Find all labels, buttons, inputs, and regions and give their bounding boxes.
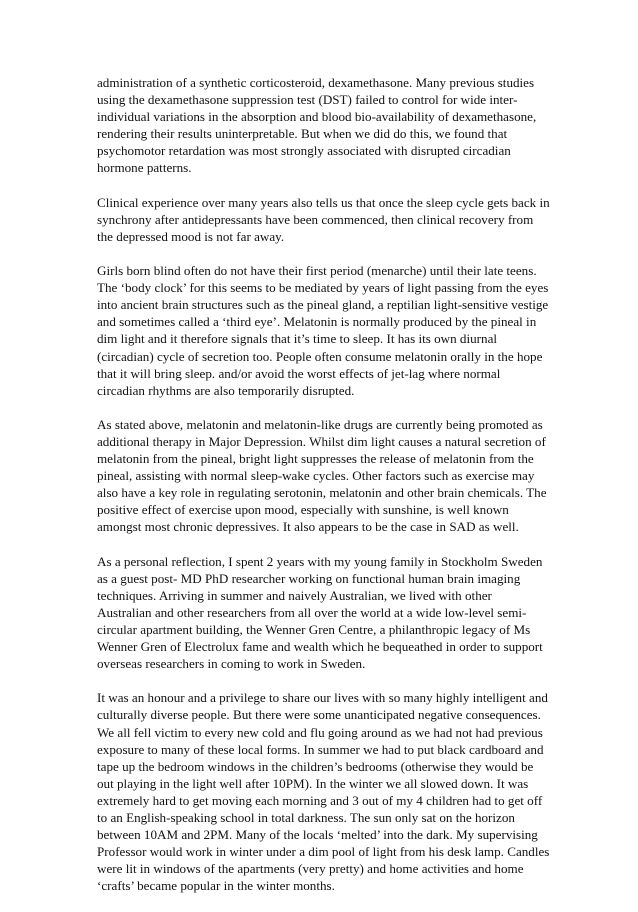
text-line: Australian and other researchers from all over the world at a wide low-level semi- — [97, 604, 527, 620]
text-line: Wenner Gren of Electrolux fame and wealth which he bequeathed in order to support — [97, 639, 543, 655]
text-line: tape up the bedroom windows in the children’s bedrooms (otherwise they would be — [97, 758, 534, 774]
text-line: culturally diverse people. But there were some unanticipated negative consequences. — [97, 707, 541, 723]
text-line: exposure to many of these local forms. In summer we had to put black cardboard and — [97, 741, 544, 757]
document-page — [97, 74, 550, 912]
text-line: circular apartment building, the Wenner Gren Centre, a philanthropic legacy of Ms — [97, 622, 531, 637]
paragraph-dexamethasone — [97, 74, 537, 177]
text-line: using the dexamethasone suppression test (DST) failed to control for wide inter- — [97, 92, 518, 108]
text-line: The ‘body clock’ for this seems to be mediated by years of light passing from the eyes — [97, 280, 549, 296]
text-line: amongst most chronic depressives. It also appears to be the case in SAD as well. — [97, 519, 519, 535]
text-line: as a guest post- MD PhD researcher working on functional human brain imaging — [97, 570, 521, 586]
text-line: individual variations in the absorption and blood bio-availability of dexamethasone, — [97, 109, 537, 125]
text-line: extremely hard to get moving each morning and 3 out of my 4 children had to get off — [97, 792, 543, 808]
text-line: melatonin from the pineal, bright light suppresses the release of melatonin from the — [97, 451, 534, 467]
text-line: It was an honour and a privilege to share our lives with so many highly intelligent and — [97, 690, 548, 706]
text-line: (circadian) cycle of secretion too. People often consume melatonin orally in the hope — [97, 348, 543, 364]
text-line: circadian rhythms are also temporarily disrupted. — [97, 382, 355, 398]
text-line: Professor would work in winter under a dim pool of light from his desk lamp. Candles — [97, 844, 550, 860]
text-line: ‘crafts’ became popular in the winter months. — [97, 878, 335, 894]
text-line: between 10AM and 2PM. Many of the locals ‘melted’ into the dark. My supervising — [97, 827, 538, 843]
text-line: positive effect of exercise upon mood, especially with sunshine, is well known — [97, 502, 509, 518]
text-line: pineal, assisting with normal sleep-wake cycles. Other factors such as exercise may — [97, 468, 535, 484]
text-line: overseas researchers in coming to work in Sweden. — [97, 656, 366, 672]
text-line: Clinical experience over many years also tells us that once the sleep cycle gets back in — [97, 194, 550, 210]
text-line: additional therapy in Major Depression. Whilst dim light causes a natural secretion of — [97, 433, 546, 449]
text-line: rendering their results uninterpretable. But when we did do this, we found that — [97, 126, 508, 142]
text-line: psychomotor retardation was most strongly associated with disrupted circadian — [97, 143, 511, 159]
paragraph-sweden-life — [97, 689, 550, 894]
text-line: We all fell victim to every new cold and flu going around as we had not had previous — [97, 724, 543, 740]
text-line: administration of a synthetic corticosteroid, dexamethasone. Many previous studies — [97, 75, 535, 90]
text-line: out playing in the light well after 10PM). In the winter we all slowed down. It was — [97, 775, 529, 791]
text-line: As a personal reflection, I spent 2 years with my young family in Stockholm Sweden — [97, 553, 543, 569]
text-line: hormone patterns. — [97, 160, 192, 176]
paragraph-personal-reflection — [97, 553, 543, 673]
text-line: also have a key role in regulating serotonin, melatonin and other brain chemicals. The — [97, 485, 547, 501]
text-line: techniques. Arriving in summer and naively Australian, we lived with other — [97, 587, 492, 603]
text-line: Girls born blind often do not have their first period (menarche) until their late teens. — [97, 263, 537, 279]
text-line: that it will bring sleep. and/or avoid the worst effects of jet-lag where normal — [97, 365, 501, 381]
text-line: As stated above, melatonin and melatonin-like drugs are currently being promoted as — [97, 416, 543, 432]
paragraph-clinical-experience — [97, 194, 550, 245]
paragraph-melatonin-therapy — [97, 416, 547, 536]
text-line: dim light and it therefore signals that it’s time to sleep. It has its own diurnal — [97, 331, 498, 347]
paragraph-melatonin-pineal — [97, 262, 549, 399]
text-line: were lit in windows of the apartments (very pretty) and home activities and home — [97, 861, 524, 877]
text-line: into ancient brain structures such as the pineal gland, a reptilian light-sensitive vestige — [97, 297, 549, 313]
text-line: the depressed mood is not far away. — [97, 228, 285, 244]
text-line: synchrony after antidepressants have been commenced, then clinical recovery from — [97, 211, 534, 227]
text-line: and sometimes called a ‘third eye’. Melatonin is normally produced by the pineal in — [97, 314, 537, 330]
text-line: to an English-speaking school in total darkness. The sun only sat on the horizon — [97, 810, 515, 826]
